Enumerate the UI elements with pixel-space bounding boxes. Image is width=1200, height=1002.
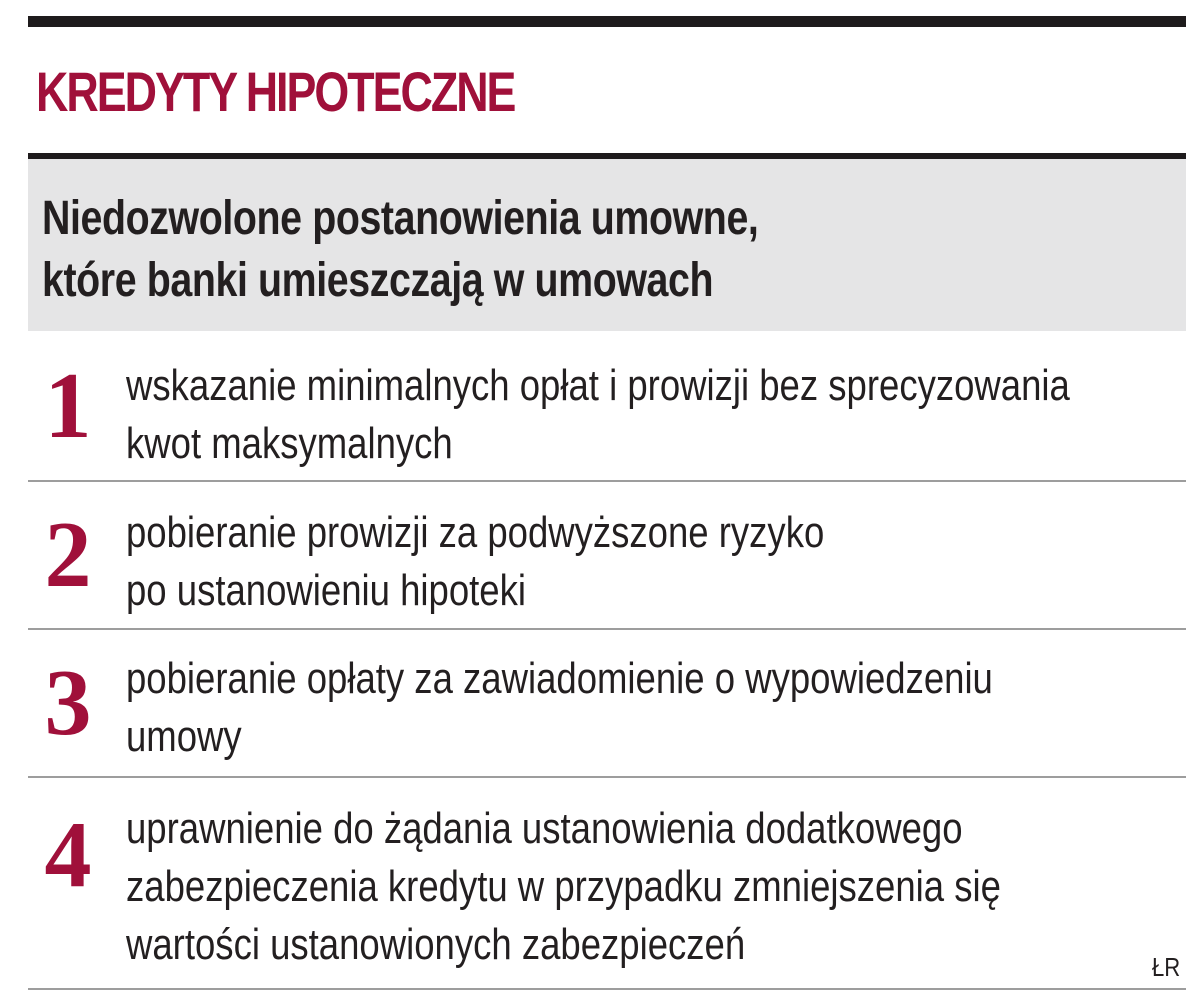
item-number: 2	[44, 503, 92, 607]
author-credit: ŁR	[1151, 952, 1180, 982]
item-text	[126, 357, 1070, 473]
item-text-line: po ustanowieniu hipoteki	[126, 566, 526, 615]
page-title: KREDYTY HIPOTECZNE	[36, 60, 515, 123]
list-item	[28, 331, 1186, 482]
item-text-line: wartości ustanowionych zabezpieczeń	[126, 920, 746, 969]
item-text	[126, 504, 824, 620]
item-text-line: wskazanie minimalnych opłat i prowizji bez sprecyzowania	[126, 361, 1070, 410]
item-number: 1	[44, 354, 92, 458]
top-rule	[28, 16, 1186, 27]
item-text-line: kwot maksymalnych	[126, 419, 453, 468]
item-text-line: uprawnienie do żądania ustanowienia dodatkowego	[126, 804, 963, 853]
bottom-rule	[28, 988, 1186, 990]
item-text-line: pobieranie opłaty za zawiadomienie o wypowiedzeniu	[126, 654, 993, 703]
item-number: 4	[44, 803, 92, 907]
item-text	[126, 650, 993, 766]
item-number: 3	[44, 651, 92, 755]
item-text-line: pobieranie prowizji za podwyższone ryzyko	[126, 508, 825, 557]
list-item	[28, 778, 1186, 988]
subtitle-line: które banki umieszczają w umowach	[42, 254, 714, 307]
list-item	[28, 482, 1186, 630]
subtitle-line: Niedozwolone postanowienia umowne,	[42, 192, 759, 245]
item-text	[126, 800, 1001, 974]
item-text-line: zabezpieczenia kredytu w przypadku zmniejszenia się	[126, 862, 1001, 911]
subtitle	[42, 188, 758, 312]
list-item	[28, 630, 1186, 778]
item-text-line: umowy	[126, 712, 242, 761]
